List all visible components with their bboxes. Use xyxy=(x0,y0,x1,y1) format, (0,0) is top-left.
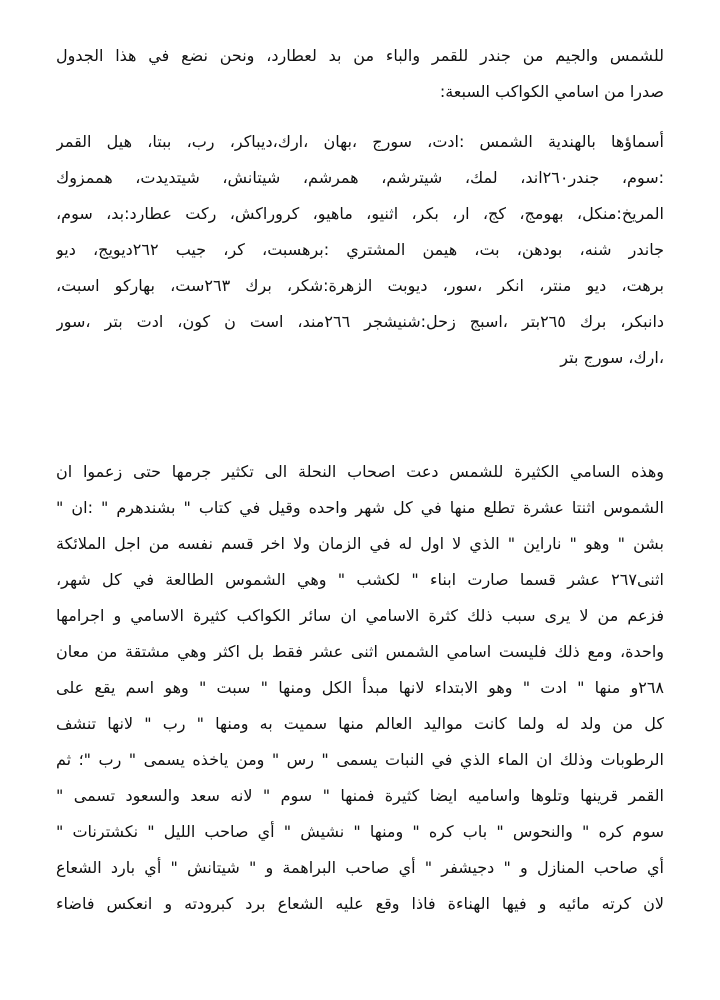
text-line: اثنى٢٦٧ عشر قسما صارت ابناء " لكشب " وهي الشموس الطالعة في كل شهر، xyxy=(56,570,664,589)
body-paragraph xyxy=(56,454,664,922)
text-line: ٢٦٨و منها " ادت " وهو الابتداء لانها مبدأ الكل ومنها " سبت " وهو اسم يقع على xyxy=(56,678,664,697)
text-line: دانبكر، برك ٢٦٥بتر ،اسبج زحل:شنيشجر ٢٦٦مند، است ن كون، ادت بتر ،سور xyxy=(56,312,664,331)
intro-paragraph xyxy=(56,38,664,110)
text-line: صدرا من اسامي الكواكب السبعة: xyxy=(439,82,664,101)
text-line: فزعم من لا يرى سبب ذلك كثرة الاسامي ان سائر الكواكب كثيرة الاسامي و اجرامها xyxy=(56,606,664,625)
text-line: أي صاحب المنازل و " دجيشفر " أي صاحب البراهمة و " شيتانش " أي بارد الشعاع xyxy=(56,858,664,877)
planet-names-paragraph xyxy=(56,124,664,376)
text-line: للشمس والجيم من جندر للقمر والباء من بد لعطارد، ونحن نضع في هذا الجدول xyxy=(56,46,664,65)
text-line: جاندر شنه، بودهن، بت، هيمن المشتري :برهسبت، كر، جيب ٢٦٢ديويج، ديو xyxy=(56,240,664,259)
text-line: :سوم، جندر٢٦٠اند، لمك، شيترشم، همرشم، شيتانش، شيتديدت، هممزوك xyxy=(56,168,664,187)
text-line: أسماؤها بالهندية الشمس :ادت، سورج ،بهان ،ارك،ديباكر، رب، ببتا، هيل القمر xyxy=(56,132,664,151)
text-line: سوم كره " والنحوس " باب كره " ومنها " نشيش " أي صاحب الليل " نكشترنات " xyxy=(56,822,664,841)
text-line: المريخ:منكل، بهومج، كج، ار، بكر، اثنيو، ماهيو، كروراكش، ركت عطارد:بد، سوم، xyxy=(56,204,664,223)
text-line: بشن " وهو " ناراين " الذي لا اول له في الزمان ولا اخر قسم نفسه من اجل الملائكة xyxy=(56,534,664,553)
text-line: الشموس اثنتا عشرة تطلع منها في كل شهر واحده وقيل في كتاب " بشندهرم " :ان " xyxy=(56,498,664,517)
text-line: ،ارك، سورج بتر xyxy=(560,348,664,367)
text-line: كل من ولد له ولما كانت مواليد العالم منها سميت به ومنها " رب " لانها تنشف xyxy=(56,714,664,733)
document-page xyxy=(56,38,664,1000)
section-spacer xyxy=(56,376,664,454)
text-line: وهذه السامي الكثيرة للشمس دعت اصحاب النحلة الى تكثير جرمها حتى زعموا ان xyxy=(56,462,664,481)
text-line: برهت، ديو منتر، انكر ،سور، ديوبت الزهرة:شكر، برك ٢٦٣ست، بهاركو اسبت، xyxy=(56,276,664,295)
paragraph-spacer xyxy=(56,110,664,124)
text-line: الرطوبات وذلك ان الماء الذي في النبات يسمى " رس " ومن ياخذه يسمى " رب "؛ ثم xyxy=(56,750,664,769)
text-line: القمر قرينها وتلوها واساميه ايضا كثيرة فمنها " سوم " لانه سعد والسعود تسمى " xyxy=(56,786,664,805)
text-line: لان كرته مائيه و فيها الهناءة فاذا وقع عليه الشعاع برد كبرودته و انعكس فاضاء xyxy=(56,894,664,913)
text-line: واحدة، ومع ذلك فليست اسامي الشمس اثنى عشر فقط بل اكثر وهي مشتقة من معان xyxy=(56,642,664,661)
